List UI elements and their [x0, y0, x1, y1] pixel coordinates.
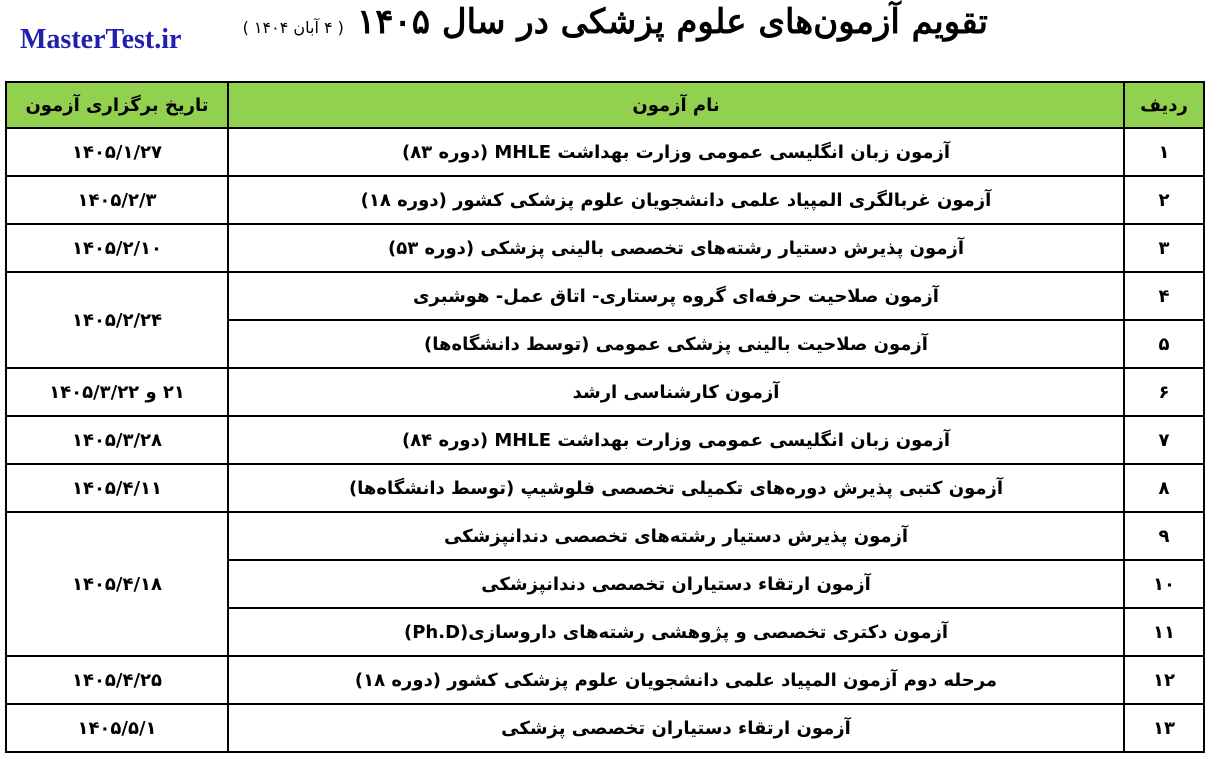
exam-name: آزمون کارشناسی ارشد [228, 368, 1124, 416]
exam-name: آزمون زبان انگلیسی عمومی وزارت بهداشت MHLE (دوره ۸۳) [228, 128, 1124, 176]
table-row [6, 368, 1204, 416]
exam-name: آزمون دکتری تخصصی و پژوهشی رشته‌های داروسازی(Ph.D) [228, 608, 1124, 656]
brand-logo-text: MasterTest.ir [20, 24, 182, 55]
exam-schedule-table [5, 81, 1205, 753]
row-number: ۶ [1124, 368, 1204, 416]
header-row-number: ردیف [1124, 82, 1204, 128]
exam-name: آزمون صلاحیت بالینی پزشکی عمومی (توسط دانشگاه‌ها) [228, 320, 1124, 368]
table-row [6, 224, 1204, 272]
exam-date: ۱۴۰۵/۳/۲۸ [6, 416, 228, 464]
row-number: ۱۲ [1124, 656, 1204, 704]
exam-name: آزمون پذیرش دستیار رشته‌های تخصصی دندانپزشکی [228, 512, 1124, 560]
exam-name: آزمون صلاحیت حرفه‌ای گروه پرستاری- اتاق عمل- هوشبری [228, 272, 1124, 320]
exam-name: آزمون ارتقاء دستیاران تخصصی پزشکی [228, 704, 1124, 752]
table-body [6, 128, 1204, 752]
exam-date: ۱۴۰۵/۴/۲۵ [6, 656, 228, 704]
table-row [6, 656, 1204, 704]
page-title: تقویم آزمون‌های علوم پزشکی در سال ۱۴۰۵ [357, 2, 988, 42]
row-number: ۱۱ [1124, 608, 1204, 656]
exam-date: ۱۴۰۵/۴/۱۸ [6, 512, 228, 656]
table-row [6, 464, 1204, 512]
table-row [6, 512, 1204, 560]
row-number: ۵ [1124, 320, 1204, 368]
table-row [6, 416, 1204, 464]
row-number: ۱۳ [1124, 704, 1204, 752]
exam-date: ۲۱ و ۱۴۰۵/۳/۲۲ [6, 368, 228, 416]
row-number: ۱۰ [1124, 560, 1204, 608]
exam-date: ۱۴۰۵/۲/۳ [6, 176, 228, 224]
page-subtitle: ( ۴ آبان ۱۴۰۴ ) [242, 18, 344, 37]
exam-name: آزمون ارتقاء دستیاران تخصصی دندانپزشکی [228, 560, 1124, 608]
page-header [0, 0, 1208, 74]
exam-date: ۱۴۰۵/۱/۲۷ [6, 128, 228, 176]
table-header-row [6, 82, 1204, 128]
exam-name: مرحله دوم آزمون المپیاد علمی دانشجویان علوم پزشکی کشور (دوره ۱۸) [228, 656, 1124, 704]
exam-name: آزمون پذیرش دستیار رشته‌های تخصصی بالینی پزشکی (دوره ۵۳) [228, 224, 1124, 272]
table-row [6, 272, 1204, 320]
row-number: ۷ [1124, 416, 1204, 464]
row-number: ۳ [1124, 224, 1204, 272]
exam-date: ۱۴۰۵/۵/۱ [6, 704, 228, 752]
exam-name: آزمون کتبی پذیرش دوره‌های تکمیلی تخصصی فلوشیپ (توسط دانشگاه‌ها) [228, 464, 1124, 512]
exam-date: ۱۴۰۵/۴/۱۱ [6, 464, 228, 512]
exam-date: ۱۴۰۵/۲/۲۴ [6, 272, 228, 368]
row-number: ۱ [1124, 128, 1204, 176]
table-row [6, 704, 1204, 752]
exam-name: آزمون غربالگری المپیاد علمی دانشجویان علوم پزشکی کشور (دوره ۱۸) [228, 176, 1124, 224]
table-row [6, 128, 1204, 176]
row-number: ۲ [1124, 176, 1204, 224]
exam-date: ۱۴۰۵/۲/۱۰ [6, 224, 228, 272]
table-row [6, 176, 1204, 224]
exam-name: آزمون زبان انگلیسی عمومی وزارت بهداشت MHLE (دوره ۸۴) [228, 416, 1124, 464]
title-wrap [228, 2, 988, 62]
header-exam-name: نام آزمون [228, 82, 1124, 128]
header-exam-date: تاریخ برگزاری آزمون [6, 82, 228, 128]
row-number: ۸ [1124, 464, 1204, 512]
row-number: ۴ [1124, 272, 1204, 320]
row-number: ۹ [1124, 512, 1204, 560]
